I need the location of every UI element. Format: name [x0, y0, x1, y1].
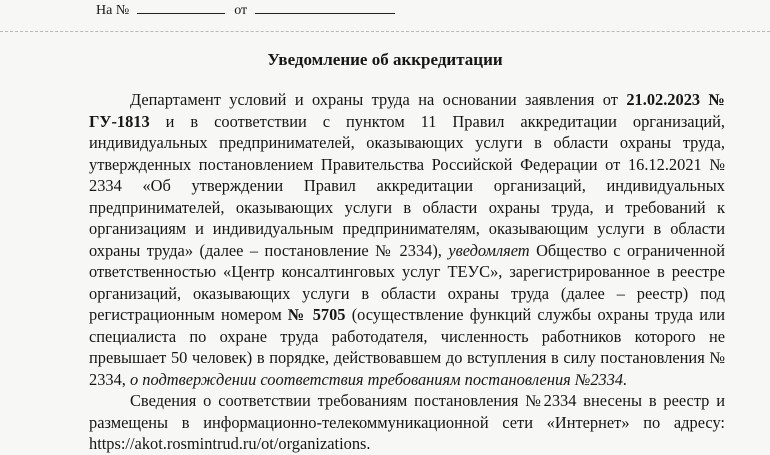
date-label: от [234, 3, 248, 18]
paragraph-notification [89, 89, 725, 390]
paragraph1-space [700, 90, 708, 109]
paragraph1-text-1: Департамент условий и охраны труда на основании заявления от [130, 90, 627, 109]
confirmation-text: о подтверждении соответствия требованиям постановления №2334. [129, 369, 628, 389]
date-blank-line [255, 0, 395, 14]
fold-line [0, 31, 770, 32]
application-date: 21.02.2023 [626, 90, 701, 109]
notifies-verb: уведомляет [448, 240, 530, 260]
paragraph1-text-5: (осуществление функций службы охраны труда или специалиста по охране труда работодателя, численность работников которого не превышает 50 человек) в порядке, действовавшем до вступления в силу постановления № 2334, [89, 305, 725, 389]
document-header [96, 0, 395, 20]
number-label: На № [96, 3, 130, 18]
document-title: Уведомление об аккредитации [267, 50, 503, 69]
number-blank-line [137, 0, 225, 14]
paragraph1-text-4: Общество с ограниченной ответственностью «Центр консалтинговых услуг ТЕУС», зарегистрированное в реестре организаций, оказывающих услуги в области охраны труда (далее – реестр) под регистрационным номером [89, 240, 725, 324]
document-body [89, 89, 725, 455]
paragraph-registry-info: Сведения о соответствии требованиям постановления №2334 внесены в реестр и размещены в информационно-телекоммуникационной сети «Интернет» по адресу: https://akot.rosmintrud.ru/ot/organizations. [89, 391, 725, 453]
registration-number: № 5705 [287, 305, 346, 324]
application-number: № ГУ-1813 [89, 90, 725, 131]
paragraph1-text-3: и в соответствии с пунктом 11 Правил аккредитации организаций, индивидуальных предпринимателей, оказывающих услуги в области охраны труда, утвержденных постановлением Правительства Российской Федерации от 16.12.2021 № 2334 «Об утверждении Правил аккредитации организаций, индивидуальных предпринимателей, оказывающих услуги в области охраны труда, и требований к организациям и индивидуальным предпринимателям, оказывающим услуги в области охраны труда» (далее – постановление № 2334), [89, 111, 725, 260]
